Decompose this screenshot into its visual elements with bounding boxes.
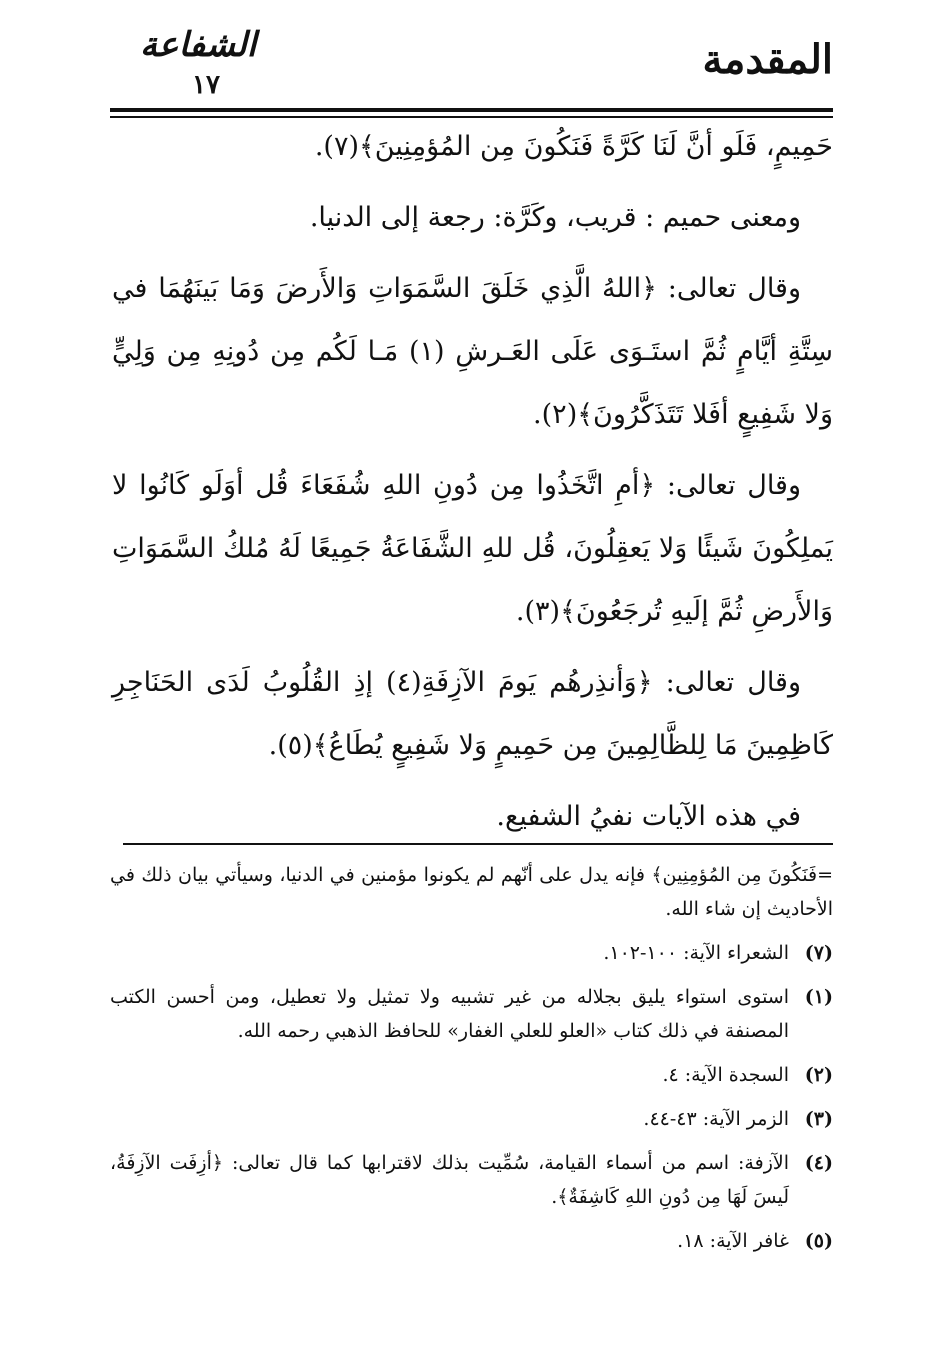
footnote-mark: (٤) — [804, 1152, 833, 1174]
footnote-mark: (٢) — [804, 1064, 833, 1086]
footnote — [110, 1102, 833, 1136]
paragraph: وقال تعالى: ﴿أمِ اتَّخَذُوا مِن دُونِ اللهِ شُفَعَاءَ قُل أوَلَو كَانُوا لا يَملِكُونَ شَيئًا وَلا يَعقِلُونَ، قُل للهِ الشَّفَاعَةُ جَمِيعًا لَهُ مُلكُ السَّمَوَاتِ وَالأَرضِ ثُمَّ إلَيهِ تُرجَعُونَ﴾(٣). — [112, 470, 833, 627]
footnote-mark: (٧) — [804, 942, 833, 964]
footnote — [110, 1146, 833, 1214]
footnote-mark: (٣) — [804, 1108, 833, 1130]
footnote-separator — [123, 843, 833, 845]
section-title: المقدمة — [702, 36, 833, 83]
footnote-text: الشعراء الآية: ١٠٠-١٠٢. — [603, 942, 789, 964]
paragraph: وقال تعالى: ﴿وَأنذِرهُم يَومَ الآزِفَةِ(٤) إذِ القُلُوبُ لَدَى الحَنَاجِرِ كَاظِمِينَ مَا لِلظَّالِمِينَ مِن حَمِيمٍ وَلا شَفِيعٍ يُطَاعُ﴾(٥). — [112, 667, 833, 761]
paragraph: ومعنى حميم : قريب، وكَرَّة: رجعة إلى الدنيا. — [309, 202, 801, 233]
page-number: ١٧ — [192, 70, 220, 100]
footnote-text: =فَنَكُونَ مِن المُؤمِنِين﴾ فإنه يدل على أنّهم لم يكونوا مؤمنين في الدنيا، وسيأتي بيان ذلك في الأحاديث إن شاء الله. — [110, 864, 833, 920]
footnote-mark: (١) — [804, 986, 833, 1008]
footnote-mark: (٥) — [804, 1230, 833, 1252]
paragraph: وقال تعالى: ﴿اللهُ الَّذِي خَلَقَ السَّمَوَاتِ وَالأَرضَ وَمَا بَينَهُمَا في سِتَّةِ أيَّامٍ ثُمَّ استَـوَى عَلَى العَـرشِ (١) مَـا لَكُم مِن دُونِهِ مِن وَلِيٍّ وَلا شَفِيعٍ أفَلا تَتَذَكَّرُونَ﴾(٢). — [112, 273, 834, 430]
footnote-text: استوى استواء يليق بجلاله من غير تشبيه ولا تمثيل ولا تعطيل، ومن أحسن الكتب المصنفة في ذلك كتاب «العلو للعلي الغفار» للحافظ الذهبي رحمه الله. — [110, 986, 789, 1042]
book-title: الشفاعة — [140, 25, 257, 65]
footnote — [110, 936, 833, 970]
main-text — [112, 115, 833, 856]
footnote — [110, 1224, 833, 1258]
footnote-text: غافر الآية: ١٨. — [677, 1230, 789, 1252]
page-header — [110, 25, 833, 100]
footnotes — [110, 858, 833, 1268]
paragraph: حَمِيمٍ، فَلَو أنَّ لَنَا كَرَّةً فَنَكُونَ مِن المُؤمِنِينَ﴾(٧). — [314, 131, 833, 162]
footnote-text: السجدة الآية: ٤. — [662, 1064, 789, 1086]
footnote-text: الزمر الآية: ٤٣-٤٤. — [643, 1108, 789, 1130]
footnote — [110, 980, 833, 1048]
footnote — [110, 1058, 833, 1092]
footnote-continuation — [110, 858, 833, 926]
paragraph: في هذه الآيات نفيُ الشفيع. — [496, 801, 801, 832]
header-rule — [110, 108, 833, 112]
footnote-text: الآزفة: اسم من أسماء القيامة، سُمِّيت بذلك لاقترابها كما قال تعالى: ﴿أزِفَت الآزِفَةُ، لَيسَ لَهَا مِن دُونِ اللهِ كَاشِفَةٌ﴾. — [110, 1152, 789, 1208]
